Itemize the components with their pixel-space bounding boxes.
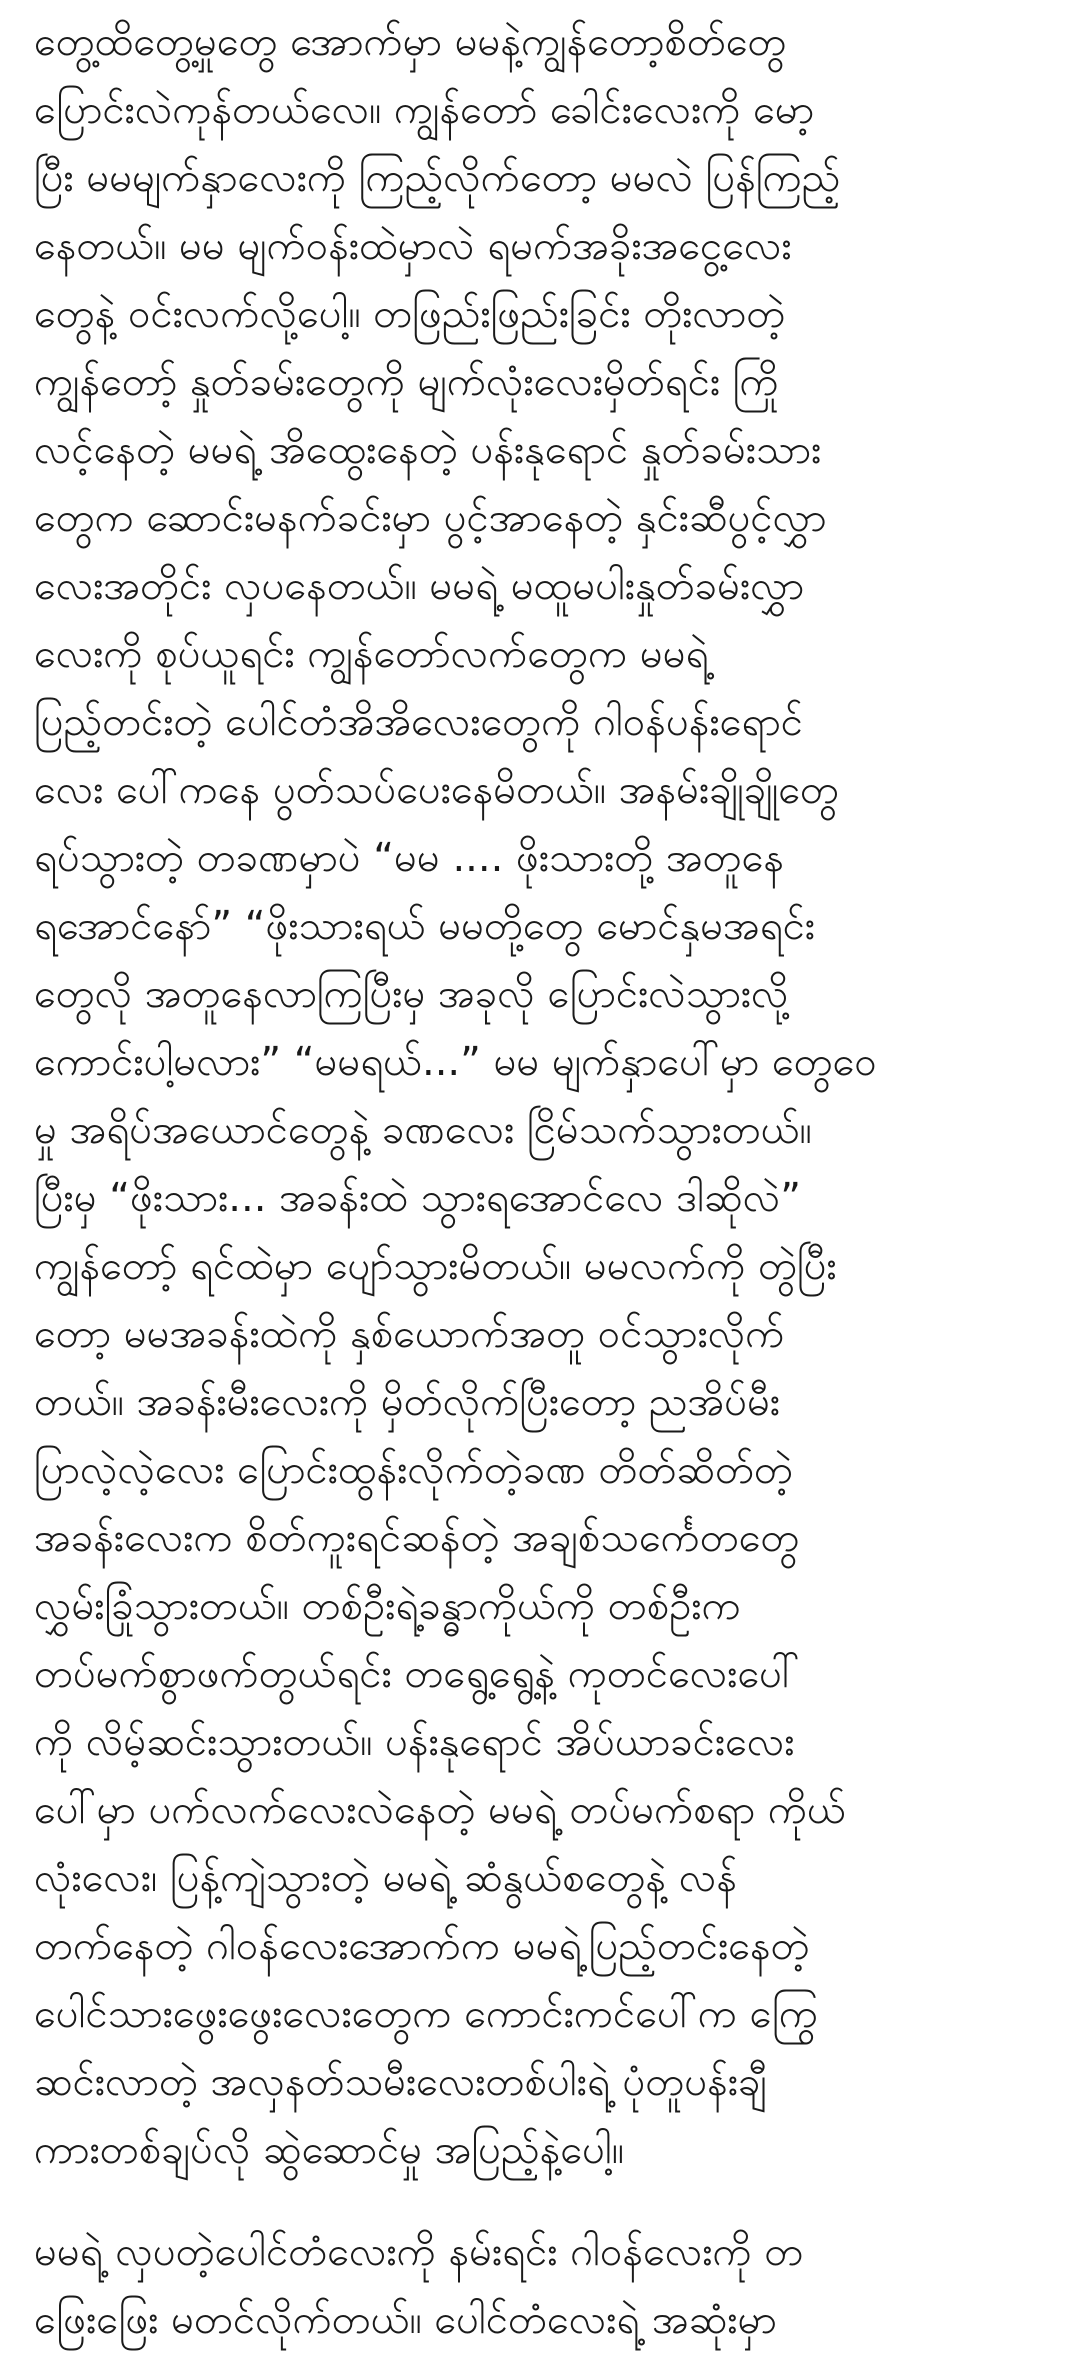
text-line: လေးအတိုင်း လှပနေတယ်။ မမရဲ့ မထူမပါးနှုတ်ခမ်းလွှာ <box>34 563 805 609</box>
text-line: မှု အရိပ်အယောင်တွေနဲ့ ခဏလေး ငြိမ်သက်သွားတယ်။ <box>34 1107 812 1153</box>
text-line: တွေ့ထိတွေ့မှုတွေ အောက်မှာ မမနဲ့ကျွန်တော့စိတ်တွေ <box>34 19 787 65</box>
text-line: ပြီးမှ “ဖိုးသား... အခန်းထဲ သွားရအောင်လေ ဒါဆိုလဲ” <box>34 1175 801 1221</box>
text-line: တွေလို အတူနေလာကြပြီးမှ အခုလို ပြောင်းလဲသွားလို့ <box>34 971 789 1017</box>
text-line: ပေါ်မှာ ပက်လက်လေးလဲနေတဲ့ မမရဲ့ တပ်မက်စရာ ကိုယ် <box>34 1787 846 1833</box>
text-line: ပြောင်းလဲကုန်တယ်လေ။ ကျွန်တော် ခေါင်းလေးကို မော့ <box>34 87 815 133</box>
text-line: လေးကို စုပ်ယူရင်း ကျွန်တော်လက်တွေက မမရဲ့ <box>34 631 709 677</box>
text-line: ဖြေးဖြေး မတင်လိုက်တယ်။ ပေါင်တံလေးရဲ့ အဆုံးမှာ <box>34 2297 777 2343</box>
text-line: ပြာလဲ့လဲ့လေး ပြောင်းထွန်းလိုက်တဲ့ခဏ တိတ်ဆိတ်တဲ့ <box>34 1447 793 1493</box>
text-line: တွေနဲ့ ဝင်းလက်လို့ပေါ့။ တဖြည်းဖြည်းခြင်း တိုးလာတဲ့ <box>34 291 786 337</box>
text-line: ကို လိမ့်ဆင်းသွားတယ်။ ပန်းနုရောင် အိပ်ယာခင်းလေး <box>34 1719 795 1765</box>
text-line: ကျွန်တော့် နှုတ်ခမ်းတွေကို မျက်လုံးလေးမှိတ်ရင်း ကြို <box>34 359 779 405</box>
text-line: တော့ မမအခန်းထဲကို နှစ်ယောက်အတူ ဝင်သွားလိုက် <box>34 1311 785 1357</box>
text-line: လုံးလေး၊ ပြန့်ကျဲသွားတဲ့ မမရဲ့ ဆံနွယ်စတွေနဲ့ လန် <box>34 1855 738 1901</box>
text-line: အခန်းလေးက စိတ်ကူးရင်ဆန်တဲ့ အချစ်သင်္ကေတတွေ <box>34 1515 800 1561</box>
text-line: ကျွန်တော့် ရင်ထဲမှာ ပျော်သွားမိတယ်။ မမလက်ကို တွဲပြီး <box>34 1243 837 1289</box>
text-line: ရပ်သွားတဲ့ တခဏမှာပဲ “မမ .... ဖိုးသားတို့ အတူနေ <box>34 835 785 881</box>
text-line: မမရဲ့ လှပတဲ့ပေါင်တံလေးကို နမ်းရင်း ဂါဝန်လေးကို တ <box>34 2229 804 2275</box>
text-line: လင့်နေတဲ့ မမရဲ့ အိထွေးနေတဲ့ ပန်းနုရောင် နှုတ်ခမ်းသား <box>34 427 822 473</box>
text-line: ပေါင်သားဖွေးဖွေးလေးတွေက ကောင်းကင်ပေါ်က ကြွေ <box>34 1991 819 2037</box>
text-line: ဆင်းလာတဲ့ အလှနတ်သမီးလေးတစ်ပါးရဲ့ ပုံတူပန်းချီ <box>34 2059 767 2105</box>
paragraph-2 <box>0 2218 1080 2354</box>
text-line: တယ်။ အခန်းမီးလေးကို မှိတ်လိုက်ပြီးတော့ ညအိပ်မီး <box>34 1379 781 1425</box>
text-line: ပြည့်တင်းတဲ့ ပေါင်တံအိအိလေးတွေကို ဂါဝန်ပန်းရောင် <box>34 699 803 745</box>
text-line: လေး ပေါ်ကနေ ပွတ်သပ်ပေးနေမိတယ်။ အနမ်းချိုချိုတွေ <box>34 767 839 813</box>
text-line: နေတယ်။ မမ မျက်ဝန်းထဲမှာလဲ ရမက်အခိုးအငွေ့လေး <box>34 223 792 269</box>
text-line: ပြီး မမမျက်နှာလေးကို ကြည့်လိုက်တော့ မမလဲ ပြန်ကြည့် <box>34 155 841 201</box>
text-line: တွေက ဆောင်းမနက်ခင်းမှာ ပွင့်အာနေတဲ့ နှင်းဆီပွင့်လွှာ <box>34 495 827 541</box>
text-line: လွှမ်းခြုံသွားတယ်။ တစ်ဦးရဲ့ခန္ဓာကိုယ်ကို တစ်ဦးက <box>34 1583 741 1629</box>
text-line: ရအောင်နော်” “ဖိုးသားရယ် မမတို့တွေ မောင်နှမအရင်း <box>34 903 816 949</box>
text-line: တပ်မက်စွာဖက်တွယ်ရင်း တရွေ့ရွေ့နဲ့ ကုတင်လေးပေါ် <box>34 1651 801 1697</box>
text-line: တက်နေတဲ့ ဂါဝန်လေးအောက်က မမရဲ့ပြည့်တင်းနေတဲ့ <box>34 1923 810 1969</box>
text-line: ကားတစ်ချပ်လို ဆွဲဆောင်မှု အပြည့်နဲ့ပေါ့။ <box>34 2127 624 2173</box>
text-line: ကောင်းပါ့မလား” “မမရယ်...” မမ မျက်နှာပေါ်မှာ တွေဝေ <box>34 1039 877 1085</box>
